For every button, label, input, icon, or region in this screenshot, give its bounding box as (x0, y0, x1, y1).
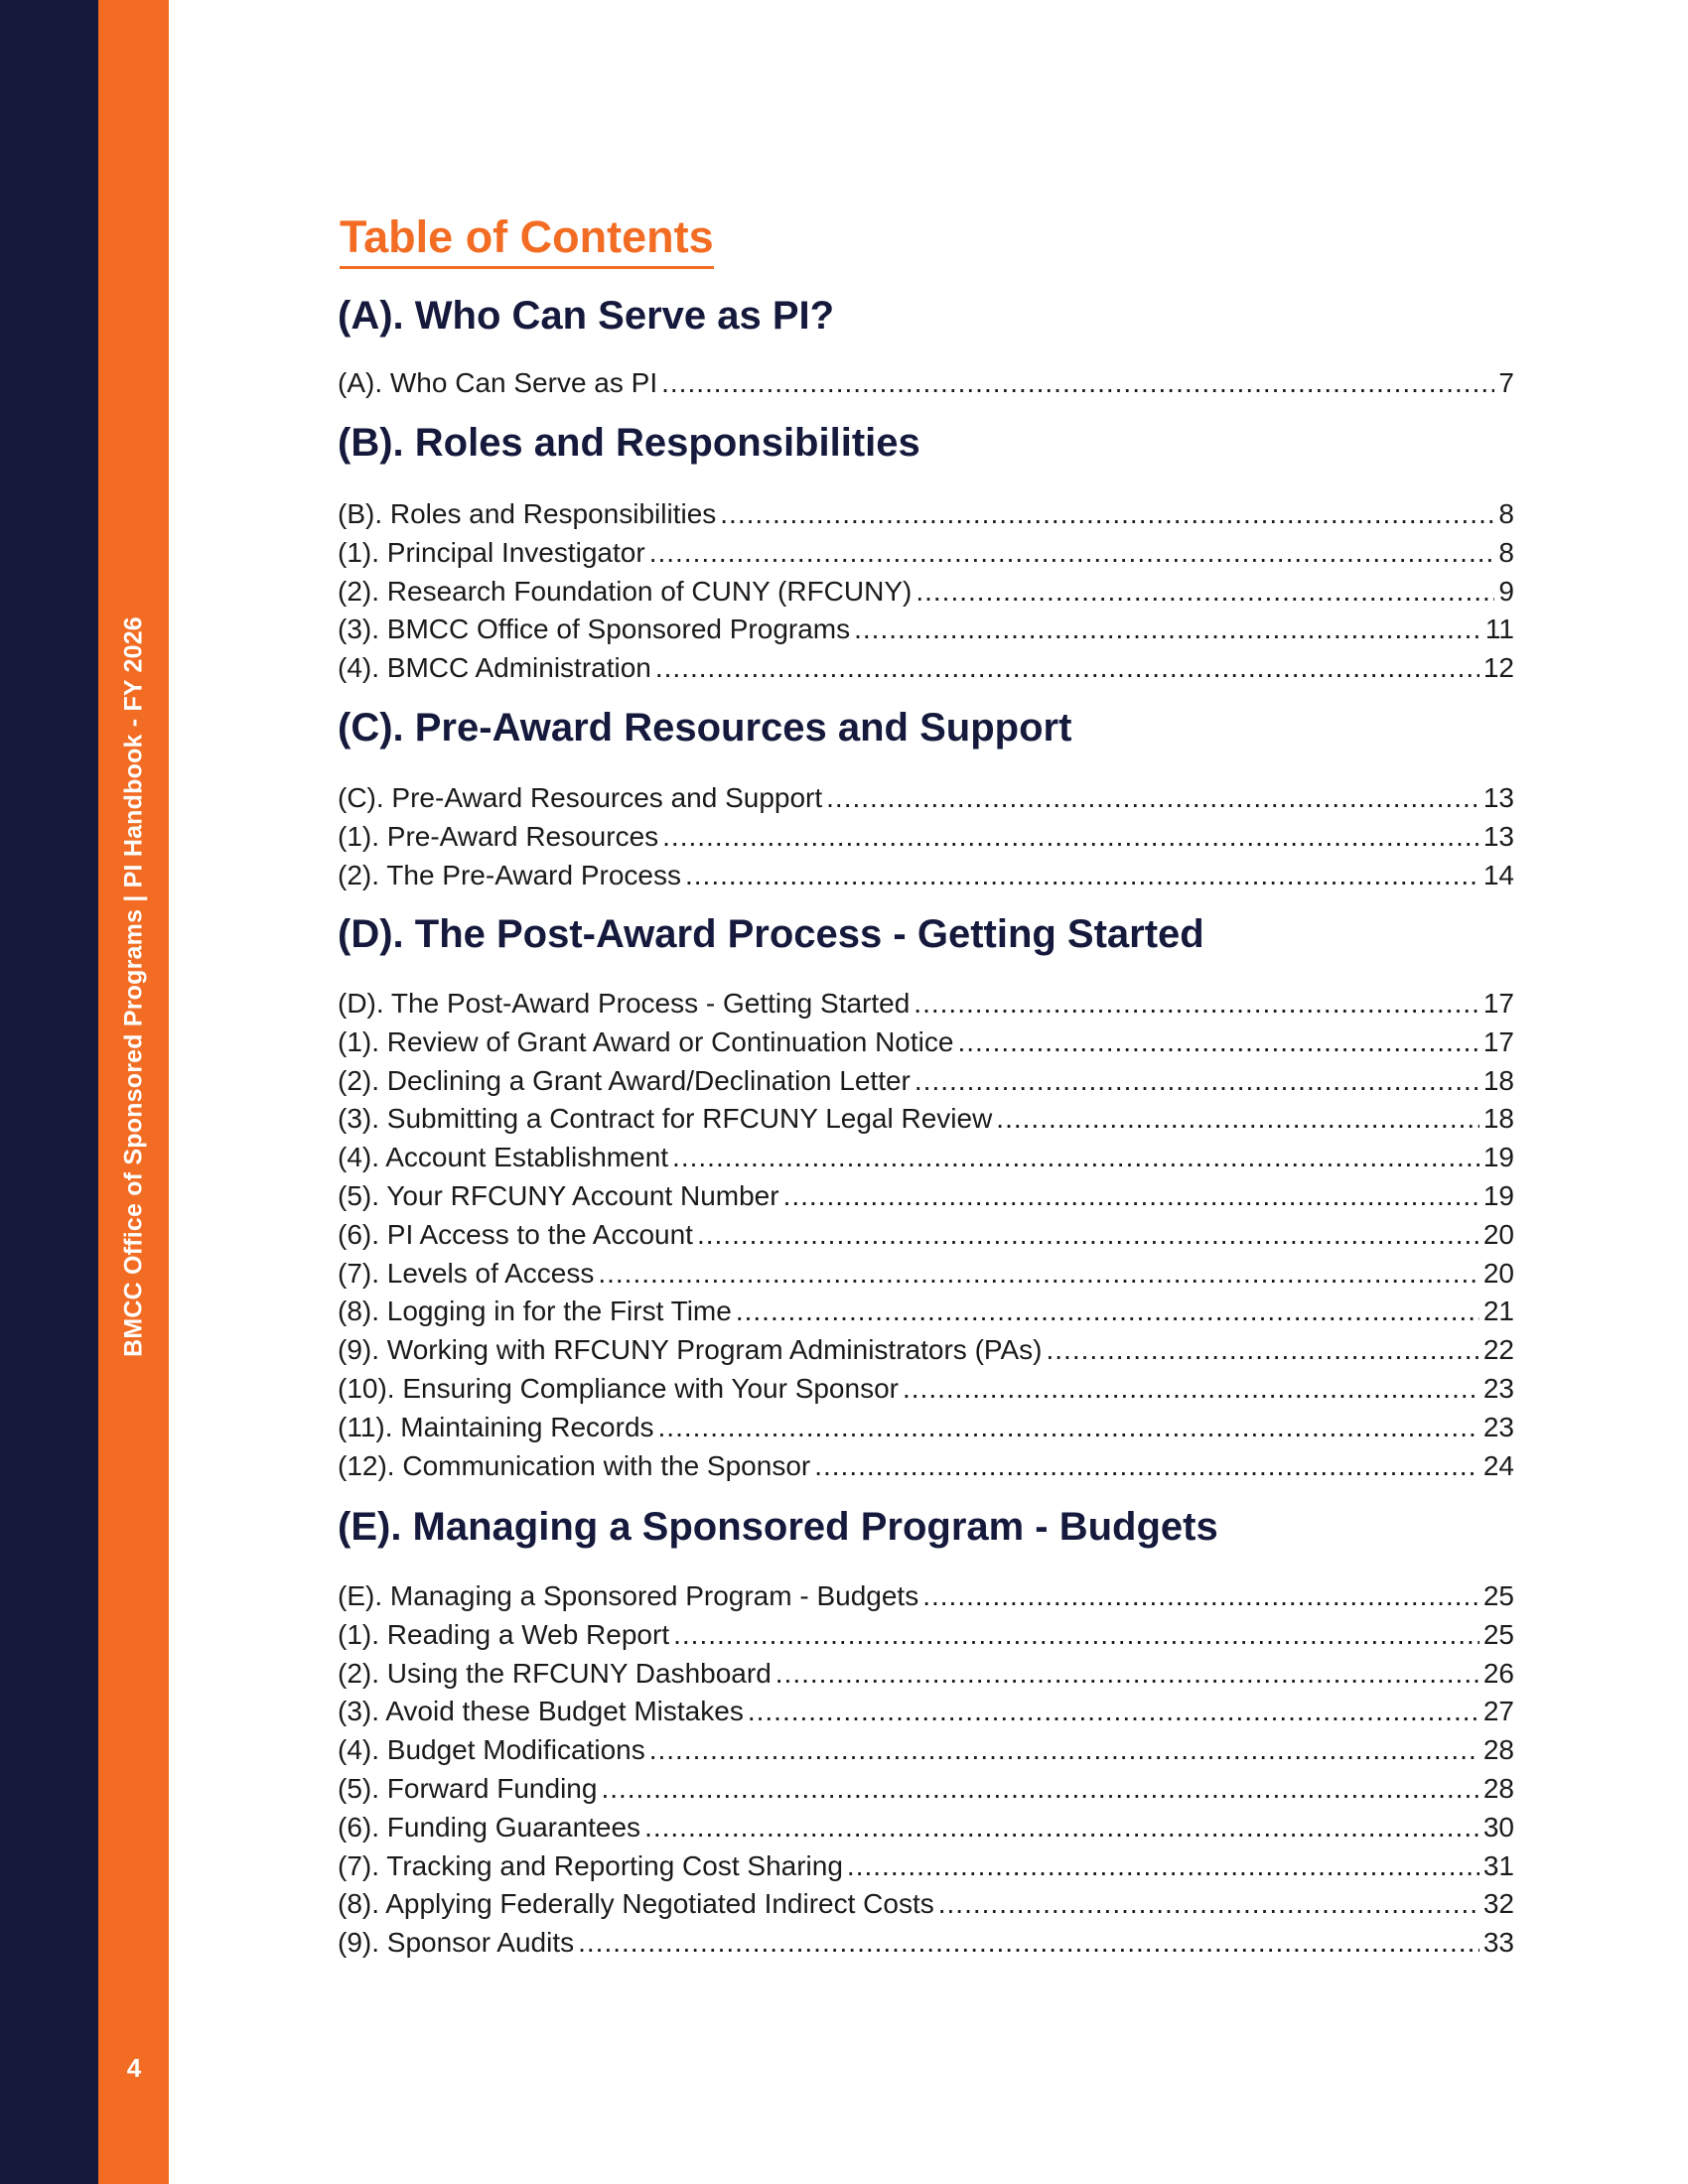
dot-leader (685, 856, 1479, 894)
toc-entry[interactable] (338, 363, 1514, 402)
toc-entry-page: 28 (1482, 1773, 1514, 1804)
toc-entry-page: 17 (1482, 1025, 1514, 1057)
dot-leader (720, 494, 1494, 533)
section-heading: (D). The Post-Award Process - Getting Started (338, 912, 1204, 956)
section-heading: (E). Managing a Sponsored Program - Budgets (338, 1505, 1218, 1549)
toc-entry-page: 18 (1482, 1064, 1514, 1096)
toc-entry-page: 9 (1498, 575, 1514, 607)
dot-leader (598, 1254, 1479, 1293)
toc-entry-label: (1). Reading a Web Report (338, 1618, 670, 1650)
dot-leader (854, 610, 1481, 648)
toc-entry[interactable] (338, 1061, 1514, 1100)
toc-entry-page: 21 (1482, 1296, 1514, 1327)
toc-entry-page: 7 (1498, 367, 1514, 398)
dot-leader (938, 1884, 1479, 1923)
toc-entry-label: (B). Roles and Responsibilities (338, 498, 717, 529)
toc-entry-label: (4). BMCC Administration (338, 652, 651, 684)
toc-entry-page: 31 (1482, 1849, 1514, 1881)
toc-entry[interactable] (338, 1023, 1514, 1061)
toc-entry-label: (2). Using the RFCUNY Dashboard (338, 1657, 772, 1689)
dot-leader (914, 1061, 1479, 1100)
toc-entry-page: 19 (1482, 1142, 1514, 1173)
toc-entry-page: 8 (1498, 498, 1514, 529)
toc-entry-label: (4). Account Establishment (338, 1142, 669, 1173)
sidebar-navy-stripe (0, 0, 98, 2184)
toc-entry-label: (11). Maintaining Records (338, 1411, 654, 1442)
toc-entry-label: (2). Research Foundation of CUNY (RFCUNY) (338, 575, 913, 607)
toc-entry[interactable] (338, 1215, 1514, 1254)
toc-entry-page: 23 (1482, 1411, 1514, 1442)
dot-leader (655, 648, 1479, 687)
toc-entry-page: 14 (1482, 859, 1514, 890)
toc-entry-page: 27 (1482, 1696, 1514, 1727)
dot-leader (601, 1769, 1478, 1808)
sidebar-title: BMCC Office of Sponsored Programs | PI Handbook - FY 2026 (119, 616, 148, 1357)
section-heading: (A). Who Can Serve as PI? (338, 294, 835, 338)
toc-entry-page: 22 (1482, 1334, 1514, 1366)
dot-leader (996, 1099, 1479, 1138)
toc-entry-page: 17 (1482, 988, 1514, 1019)
toc-entry[interactable] (338, 494, 1514, 533)
dot-leader (748, 1692, 1479, 1730)
toc-entry-page: 25 (1482, 1618, 1514, 1650)
toc-entry[interactable] (338, 1176, 1514, 1215)
toc-entry[interactable] (338, 778, 1514, 817)
toc-entry-page: 19 (1482, 1180, 1514, 1211)
toc-entry[interactable] (338, 1884, 1514, 1923)
toc-entry-label: (3). Submitting a Contract for RFCUNY Legal Review (338, 1103, 993, 1135)
section-heading: (C). Pre-Award Resources and Support (338, 706, 1072, 750)
toc-entry-label: (8). Logging in for the First Time (338, 1296, 732, 1327)
dot-leader (673, 1615, 1479, 1654)
toc-entry-label: (9). Sponsor Audits (338, 1927, 575, 1959)
toc-entry[interactable] (338, 610, 1514, 648)
dot-leader (915, 572, 1494, 611)
dot-leader (658, 1408, 1479, 1446)
toc-entry-label: (5). Your RFCUNY Account Number (338, 1180, 779, 1211)
dot-leader (578, 1923, 1479, 1962)
section-heading: (B). Roles and Responsibilities (338, 421, 920, 465)
toc-entry[interactable] (338, 1808, 1514, 1846)
toc-entry-label: (6). Funding Guarantees (338, 1811, 641, 1843)
toc-entry-page: 28 (1482, 1734, 1514, 1766)
dot-leader (649, 1730, 1479, 1769)
dot-leader (672, 1138, 1479, 1176)
toc-entry-label: (D). The Post-Award Process - Getting Started (338, 988, 911, 1019)
page-number: 4 (126, 2053, 142, 2083)
toc-title: Table of Contents (340, 212, 714, 269)
dot-leader (922, 1576, 1479, 1615)
toc-entry[interactable] (338, 648, 1514, 687)
toc-entry[interactable] (338, 1292, 1514, 1330)
toc-entry-page: 32 (1482, 1888, 1514, 1920)
toc-entry[interactable] (338, 1446, 1514, 1485)
toc-entry-page: 33 (1482, 1927, 1514, 1959)
toc-entry-label: (2). The Pre-Award Process (338, 859, 681, 890)
toc-entry-label: (C). Pre-Award Resources and Support (338, 782, 823, 813)
toc-entry-label: (1). Review of Grant Award or Continuation Notice (338, 1025, 954, 1057)
toc-entry-page: 30 (1482, 1811, 1514, 1843)
toc-entry-label: (10). Ensuring Compliance with Your Sponsor (338, 1373, 899, 1404)
toc-entry[interactable] (338, 856, 1514, 894)
toc-entry-label: (8). Applying Federally Negotiated Indirect Costs (338, 1888, 934, 1920)
dot-leader (649, 533, 1495, 572)
dot-leader (814, 1446, 1479, 1485)
dot-leader (1047, 1330, 1479, 1369)
dot-leader (847, 1846, 1479, 1885)
toc-entry[interactable] (338, 1138, 1514, 1176)
toc-entry-page: 8 (1498, 536, 1514, 568)
toc-entry[interactable] (338, 1408, 1514, 1446)
toc-entry-label: (2). Declining a Grant Award/Declination Letter (338, 1064, 911, 1096)
toc-entry-label: (1). Pre-Award Resources (338, 820, 659, 852)
dot-leader (697, 1215, 1479, 1254)
toc-entry-page: 23 (1482, 1373, 1514, 1404)
toc-entry-page: 18 (1482, 1103, 1514, 1135)
toc-entry-page: 11 (1484, 614, 1514, 645)
toc-entry[interactable] (338, 1846, 1514, 1885)
dot-leader (914, 984, 1479, 1023)
toc-entry[interactable] (338, 572, 1514, 611)
toc-entry-page: 13 (1482, 820, 1514, 852)
toc-entry[interactable] (338, 1615, 1514, 1654)
toc-entry-label: (3). Avoid these Budget Mistakes (338, 1696, 744, 1727)
dot-leader (903, 1369, 1479, 1408)
toc-entry[interactable] (338, 1254, 1514, 1293)
toc-entry[interactable] (338, 1654, 1514, 1693)
toc-entry-page: 13 (1482, 782, 1514, 813)
toc-entry-label: (3). BMCC Office of Sponsored Programs (338, 614, 851, 645)
toc-entry[interactable] (338, 1769, 1514, 1808)
toc-entry-label: (5). Forward Funding (338, 1773, 598, 1804)
toc-entry[interactable] (338, 1369, 1514, 1408)
dot-leader (661, 363, 1494, 402)
dot-leader (783, 1176, 1479, 1215)
toc-entry[interactable] (338, 1330, 1514, 1369)
dot-leader (662, 817, 1479, 856)
toc-entry[interactable] (338, 533, 1514, 572)
toc-entry[interactable] (338, 984, 1514, 1023)
toc-entry-label: (6). PI Access to the Account (338, 1218, 693, 1250)
toc-entry-label: (12). Communication with the Sponsor (338, 1449, 811, 1481)
toc-entry[interactable] (338, 1099, 1514, 1138)
toc-entry-page: 24 (1482, 1449, 1514, 1481)
toc-entry-label: (7). Levels of Access (338, 1257, 595, 1289)
toc-entry-page: 26 (1482, 1657, 1514, 1689)
toc-entry[interactable] (338, 1692, 1514, 1730)
toc-entry-page: 20 (1482, 1257, 1514, 1289)
toc-entry-label: (A). Who Can Serve as PI (338, 367, 658, 398)
toc-entry-label: (E). Managing a Sponsored Program - Budgets (338, 1580, 919, 1611)
toc-entry-page: 20 (1482, 1218, 1514, 1250)
dot-leader (736, 1292, 1479, 1330)
toc-entry[interactable] (338, 1923, 1514, 1962)
toc-entry[interactable] (338, 817, 1514, 856)
toc-entry-label: (1). Principal Investigator (338, 536, 645, 568)
toc-entry-label: (4). Budget Modifications (338, 1734, 645, 1766)
toc-entry-page: 12 (1482, 652, 1514, 684)
dot-leader (826, 778, 1479, 817)
toc-entry-label: (9). Working with RFCUNY Program Administrators (PAs) (338, 1334, 1043, 1366)
toc-entry[interactable] (338, 1730, 1514, 1769)
toc-entry[interactable] (338, 1576, 1514, 1615)
dot-leader (644, 1808, 1479, 1846)
dot-leader (775, 1654, 1479, 1693)
toc-entry-label: (7). Tracking and Reporting Cost Sharing (338, 1849, 843, 1881)
toc-entry-page: 25 (1482, 1580, 1514, 1611)
dot-leader (957, 1023, 1478, 1061)
